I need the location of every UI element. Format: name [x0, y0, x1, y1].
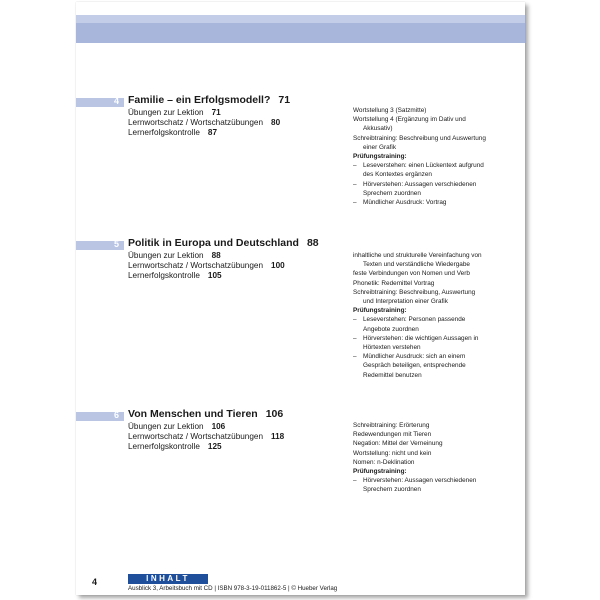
- sub-page: 118: [271, 432, 285, 441]
- sub-item: [128, 251, 221, 261]
- topic-line: Wortstellung 3 (Satzmitte): [353, 107, 427, 114]
- sub-item: [128, 422, 225, 432]
- section-number: 6: [114, 410, 120, 420]
- sub-page: 87: [207, 128, 218, 137]
- section-title: [128, 94, 290, 106]
- topic-line: Sprechern zuordnen: [363, 189, 421, 197]
- topic-line: Akkusativ): [363, 125, 393, 133]
- section-badge: INHALT: [128, 574, 208, 584]
- topic-line: und Interpretation einer Grafik: [363, 298, 448, 306]
- book-page: [76, 2, 525, 595]
- section-page: 71: [278, 94, 291, 106]
- topic-line: feste Verbindungen von Nomen und Verb: [353, 270, 470, 278]
- sub-label: Lernwortschatz / Wortschatzübungen: [128, 432, 264, 441]
- topic-line: – Hörverstehen: Aussagen verschiedenen: [353, 476, 523, 485]
- topic-line: Schreibtraining: Beschreibung und Auswertung: [353, 134, 486, 142]
- topics-column: [353, 106, 523, 207]
- topic-line: einer Grafik: [363, 143, 397, 151]
- footer-imprint: Ausblick 3, Arbeitsbuch mit CD | ISBN 978-3-19-011862-5 | © Hueber Verlag: [128, 585, 338, 592]
- sub-item: [128, 271, 222, 281]
- sub-item: [128, 128, 217, 138]
- sub-item: [128, 442, 222, 452]
- section-title-text: Politik in Europa und Deutschland: [128, 237, 299, 249]
- header-stripe: [76, 15, 525, 23]
- sub-page: 105: [207, 271, 222, 280]
- topics-column: [353, 251, 523, 380]
- topic-line: – Leseverstehen: einen Lückentext aufgrund: [353, 161, 523, 170]
- sub-page: 80: [271, 118, 281, 127]
- section-page: 106: [265, 408, 284, 420]
- topic-line: Phonetik: Redemittel Vortrag: [353, 279, 435, 287]
- topic-line: Wortstellung 4 (Ergänzung im Dativ und: [353, 116, 466, 124]
- topic-line: Hörtexten verstehen: [363, 344, 421, 352]
- section-title: [128, 237, 319, 249]
- topic-line: des Kontextes ergänzen: [363, 171, 432, 179]
- topic-line: Wortstellung: nicht und kein: [353, 449, 432, 457]
- section-page: 88: [306, 237, 319, 249]
- topic-line: Angebote zuordnen: [363, 325, 419, 333]
- section-title-text: Von Menschen und Tieren: [128, 408, 258, 420]
- topic-line: inhaltliche und strukturelle Vereinfachung von: [353, 252, 482, 259]
- section-number: 4: [114, 96, 120, 106]
- topic-line: Schreibtraining: Erörterung: [353, 422, 430, 429]
- sub-label: Lernerfolgskontrolle: [128, 271, 200, 280]
- topic-line: Nomen: n-Deklination: [353, 458, 415, 466]
- sub-page: 106: [211, 422, 226, 431]
- topic-line: – Leseverstehen: Personen passende: [353, 315, 523, 324]
- sub-label: Lernerfolgskontrolle: [128, 128, 200, 137]
- sub-label: Übungen zur Lektion: [128, 422, 204, 431]
- topic-heading: Prüfungstraining:: [353, 153, 407, 161]
- topics-column: [353, 421, 523, 495]
- sub-label: Lernerfolgskontrolle: [128, 442, 200, 451]
- sub-item: [128, 261, 285, 271]
- section-title-text: Familie – ein Erfolgsmodell?: [128, 94, 271, 106]
- header-band: [76, 15, 525, 43]
- topic-line: – Hörverstehen: die wichtigen Aussagen in: [353, 334, 523, 343]
- sub-label: Übungen zur Lektion: [128, 251, 204, 260]
- topic-heading: Prüfungstraining:: [353, 468, 407, 476]
- topic-line: Texten und verständliche Wiedergabe: [363, 261, 470, 269]
- section-title: [128, 408, 283, 420]
- topic-line: Sprechern zuordnen: [363, 486, 421, 494]
- topic-line: Schreibtraining: Beschreibung, Auswertung: [353, 288, 476, 296]
- sub-label: Lernwortschatz / Wortschatzübungen: [128, 118, 264, 127]
- topic-line: Negation: Mittel der Verneinung: [353, 440, 443, 448]
- topic-line: – Mündlicher Ausdruck: Vortrag: [353, 198, 523, 207]
- sub-label: Lernwortschatz / Wortschatzübungen: [128, 261, 264, 270]
- sub-item: [128, 432, 284, 442]
- topic-heading: Prüfungstraining:: [353, 307, 407, 315]
- sub-item: [128, 108, 221, 118]
- sub-page: 88: [211, 251, 221, 260]
- section-number: 5: [114, 239, 120, 249]
- topic-line: – Mündlicher Ausdruck: sich an einem: [353, 352, 523, 361]
- sub-page: 100: [271, 261, 285, 270]
- sub-page: 125: [207, 442, 222, 451]
- page-number: 4: [92, 577, 98, 587]
- sub-label: Übungen zur Lektion: [128, 108, 204, 117]
- topic-line: Redemittel benutzen: [363, 371, 422, 379]
- topic-line: Redewendungen mit Tieren: [353, 431, 432, 439]
- topic-line: – Hörverstehen: Aussagen verschiedenen: [353, 180, 523, 189]
- topic-line: Gespräch beteiligen, entsprechende: [363, 362, 466, 370]
- sub-page: 71: [211, 108, 221, 117]
- sub-item: [128, 118, 280, 128]
